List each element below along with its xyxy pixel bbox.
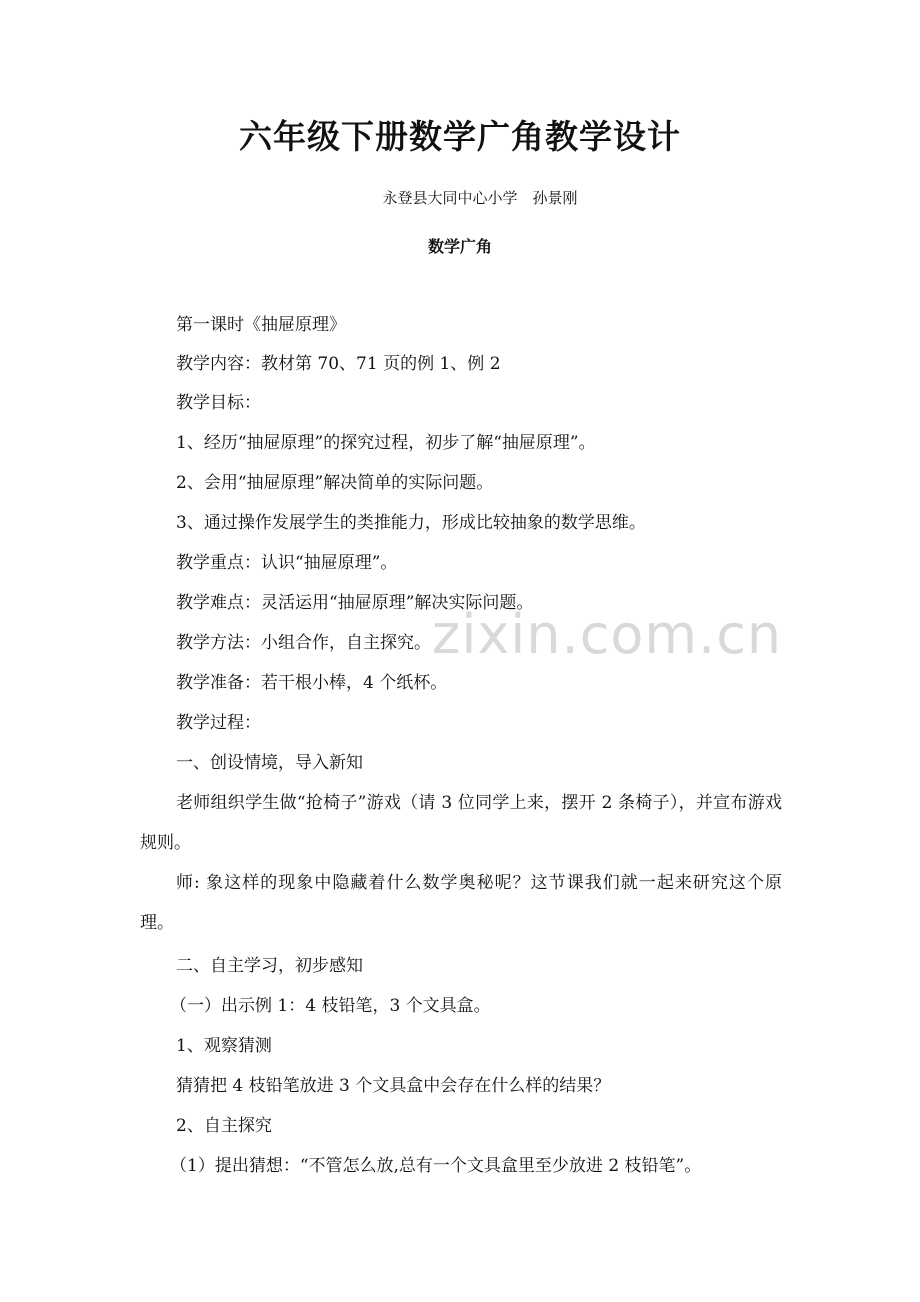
teaching-goals-heading: 教学目标： [176,393,261,413]
teaching-process-heading: 教学过程： [176,713,261,733]
section-heading: 数学广角 [427,237,492,256]
teaching-preparation: 教学准备：若干根小棒，4 个纸杯。 [176,673,448,693]
teacher-remark-paragraph: 师: 象这样的现象中隐藏着什么数学奥秘呢？这节课我们就一起来研究这个原理。 [140,873,782,933]
example-one: （一）出示例 1：4 枝铅笔，3 个文具盒。 [170,996,491,1016]
goal-item-1: 1、经历“抽屉原理”的探究过程，初步了解“抽屉原理”。 [176,433,596,453]
game-paragraph: 老师组织学生做“抢椅子”游戏（请 3 位同学上来，摆开 2 条椅子），并宣布游戏规则。 [140,793,782,853]
guess-question: 猜猜把 4 枝铅笔放进 3 个文具盒中会存在什么样的结果？ [176,1076,611,1096]
goal-item-2: 2、会用“抽屉原理”解决简单的实际问题。 [176,473,494,493]
watermark: zixin.com.cn [432,603,783,666]
section-two-heading: 二、自主学习，初步感知 [176,956,363,976]
lesson-title: 第一课时《抽屉原理》 [176,315,346,335]
step-observe-guess: 1、观察猜测 [176,1036,272,1056]
conjecture: （1）提出猜想：“不管怎么放,总有一个文具盒里至少放进 2 枝铅笔”。 [170,1156,702,1176]
step-self-explore: 2、自主探究 [176,1116,272,1136]
section-one-heading: 一、创设情境，导入新知 [176,753,363,773]
teaching-content: 教学内容：教材第 70、71 页的例 1、例 2 [176,354,501,374]
document-title: 六年级下册数学广角教学设计 [239,117,681,156]
teaching-difficulty: 教学难点：灵活运用“抽屉原理”解决实际问题。 [176,593,534,613]
teaching-method: 教学方法：小组合作，自主探究。 [176,633,431,653]
teaching-focus: 教学重点：认识“抽屉原理”。 [176,553,398,573]
goal-item-3: 3、通过操作发展学生的类推能力，形成比较抽象的数学思维。 [176,513,646,533]
author-line: 永登县大同中心小学 孙景刚 [382,189,578,207]
